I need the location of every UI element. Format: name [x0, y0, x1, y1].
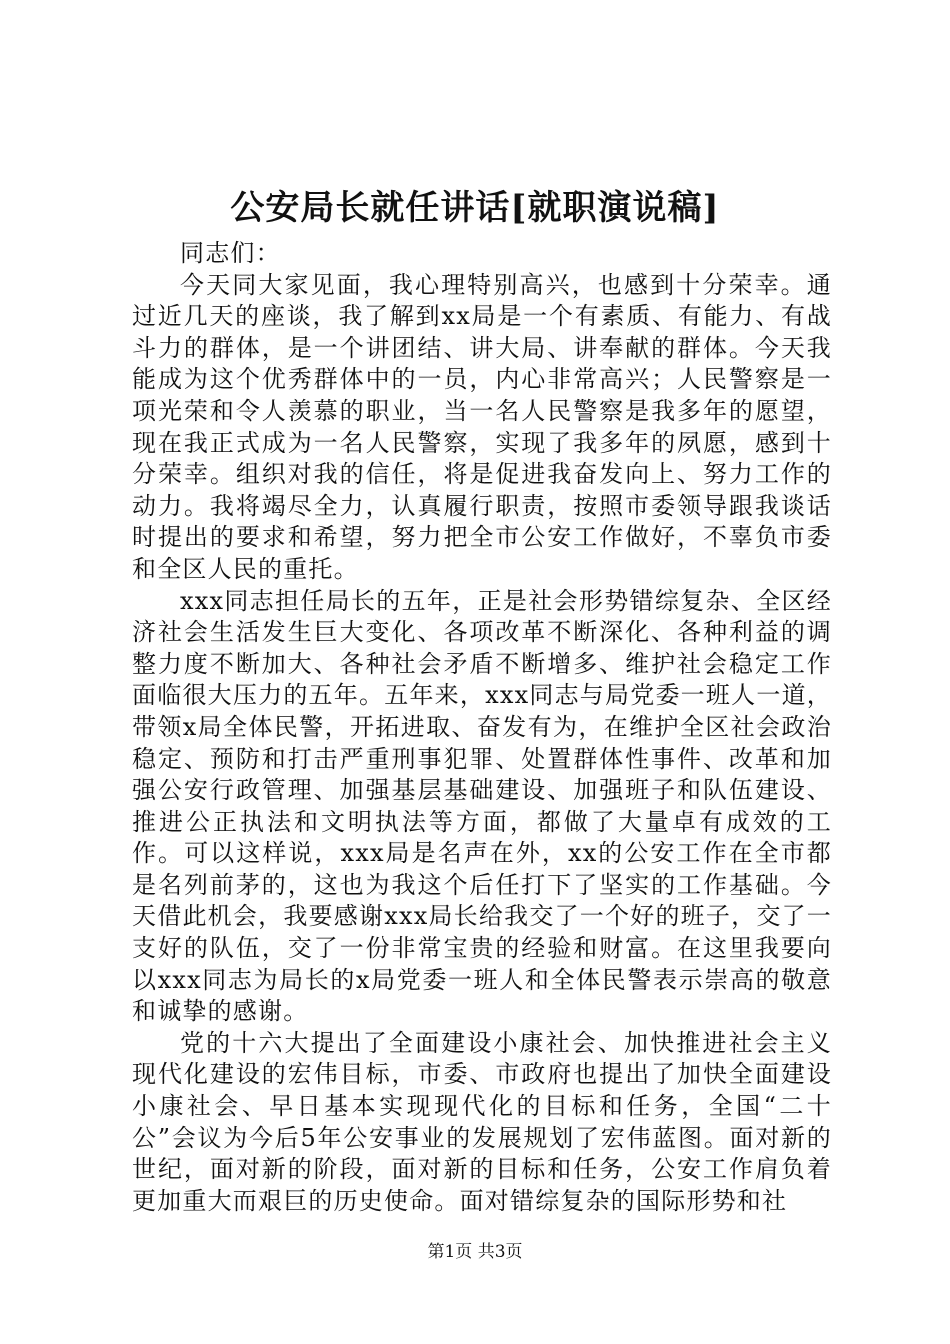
- document-title: 公安局长就任讲话[就职演说稿]: [230, 188, 720, 228]
- document-body: [132, 238, 832, 1217]
- salutation: 同志们：: [180, 239, 281, 267]
- paragraph-3: 党的十六大提出了全面建设小康社会、加快推进社会主义现代化建设的宏伟目标，市委、市政府也提出了加快全面建设小康社会、早日基本实现现代化的目标和任务，全国“二十公”会议为今后5年公安事业的发展规划了宏伟蓝图。面对新的世纪，面对新的阶段，面对新的目标和任务，公安工作肩负着更加重大而艰巨的历史使命。面对错综复杂的国际形势和社: [132, 1028, 832, 1215]
- paragraph-1: 今天同大家见面，我心理特别高兴，也感到十分荣幸。通过近几天的座谈，我了解到xx局是一个有素质、有能力、有战斗力的群体，是一个讲团结、讲大局、讲奉献的群体。今天我能成为这个优秀群体中的一员，内心非常高兴；人民警察是一项光荣和令人羡慕的职业，当一名人民警察是我多年的愿望，现在我正式成为一名人民警察，实现了我多年的夙愿，感到十分荣幸。组织对我的信任，将是促进我奋发向上、努力工作的动力。我将竭尽全力，认真履行职责，按照市委领导跟我谈话时提出的要求和希望，努力把全市公安工作做好，不辜负市委和全区人民的重托。: [132, 270, 832, 583]
- paragraph-2: xxx同志担任局长的五年，正是社会形势错综复杂、全区经济社会生活发生巨大变化、各项改革不断深化、各种利益的调整力度不断加大、各种社会矛盾不断增多、维护社会稳定工作面临很大压力的五年。五年来，xxx同志与局党委一班人一道，带领x局全体民警，开拓进取、奋发有为，在维护全区社会政治稳定、预防和打击严重刑事犯罪、处置群体性事件、改革和加强公安行政管理、加强基层基础建设、加强班子和队伍建设、推进公正执法和文明执法等方面，都做了大量卓有成效的工作。可以这样说，xxx局是名声在外，xx的公安工作在全市都是名列前茅的，这也为我这个后任打下了坚实的工作基础。今天借此机会，我要感谢xxx局长给我交了一个好的班子，交了一支好的队伍，交了一份非常宝贵的经验和财富。在这里我要向以xxx同志为局长的x局党委一班人和全体民警表示崇高的敬意和诚挚的感谢。: [132, 586, 832, 1026]
- page-number: 第1页 共3页: [427, 1242, 523, 1262]
